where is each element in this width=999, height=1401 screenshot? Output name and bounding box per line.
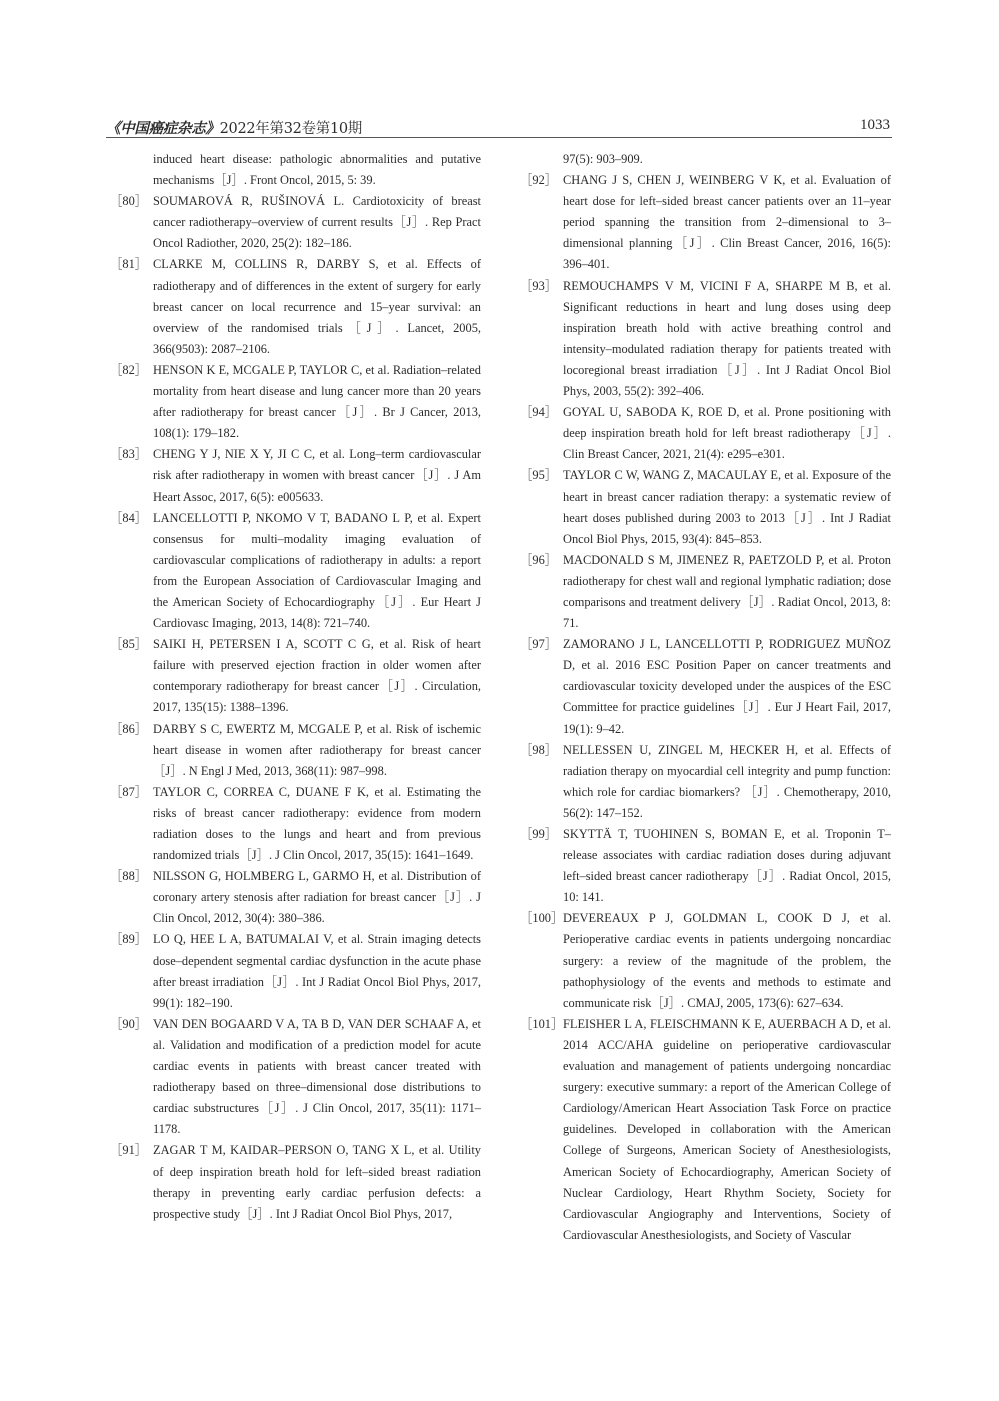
reference-text: TAYLOR C W, WANG Z, MACAULAY E, et al. Exposure of the heart in breast cancer radiation therapy: a systematic review of heart doses published during 2003 to 2013［J］. Int J Radiat Oncol Biol Phys, 2015, 93(4): 845–853. (563, 468, 891, 546)
reference-number: ［83］ (110, 447, 148, 462)
reference-item (110, 508, 481, 635)
journal-issue (106, 117, 362, 138)
reference-number: ［88］ (110, 869, 148, 884)
reference-number: ［93］ (520, 278, 558, 293)
reference-number: ［95］ (520, 468, 558, 483)
reference-item (520, 170, 891, 275)
reference-text: SKYTTÄ T, TUOHINEN S, BOMAN E, et al. Troponin T–release associates with cardiac radiation doses during adjuvant left–sided breast cancer radiotherapy［J］. Radiat Oncol, 2015, 10: 141. (563, 827, 891, 905)
reference-item (110, 1140, 481, 1224)
reference-list (110, 191, 481, 1225)
left-column (110, 149, 481, 1225)
reference-text: CHENG Y J, NIE X Y, JI C C, et al. Long–term cardiovascular risk after radiotherapy in women with breast cancer［J］. J Am Heart Assoc, 2017, 6(5): e005633. (153, 447, 481, 504)
issue-info: 2022年第32卷第10期 (219, 121, 363, 137)
reference-item (110, 444, 481, 507)
reference-item (110, 254, 481, 359)
reference-item (520, 740, 891, 824)
journal-name: 《中国癌症杂志》 (106, 120, 220, 137)
running-header (106, 117, 892, 138)
reference-item (520, 908, 891, 1013)
reference-text: NILSSON G, HOLMBERG L, GARMO H, et al. Distribution of coronary artery stenosis after radiation for breast cancer［J］. J Clin Oncol, 2012, 30(4): 380–386. (153, 869, 481, 926)
reference-text: SOUMAROVÁ R, RUŠINOVÁ L. Cardiotoxicity of breast cancer radiotherapy–overview of current results［J］. Rep Pract Oncol Radiother, 2020, 25(2): 182–186. (153, 194, 481, 251)
reference-number: ［94］ (520, 405, 558, 420)
reference-item (110, 929, 481, 1013)
reference-number: ［87］ (110, 784, 148, 799)
reference-text: GOYAL U, SABODA K, ROE D, et al. Prone positioning with deep inspiration breath hold for left breast radiotherapy［J］. Clin Breast Cancer, 2021, 21(4): e295–e301. (563, 405, 891, 462)
reference-item (520, 402, 891, 465)
reference-number: ［98］ (520, 742, 558, 757)
reference-item (520, 550, 891, 634)
reference-item (520, 465, 891, 549)
reference-number: ［92］ (520, 173, 558, 188)
reference-text: DARBY S C, EWERTZ M, MCGALE P, et al. Risk of ischemic heart disease in women after radiotherapy for breast cancer ［J］. N Engl J Med, 2013, 368(11): 987–998. (153, 721, 481, 778)
reference-number: ［81］ (110, 257, 148, 272)
reference-item (110, 191, 481, 254)
reference-text: VAN DEN BOGAARD V A, TA B D, VAN DER SCHAAF A, et al. Validation and modification of a prediction model for acute cardiac events in patients with breast cancer treated with radiotherapy based on three–dimensional dose distributions to cardiac substructures［J］. J Clin Oncol, 2017, 35(11): 1171–1178. (153, 1016, 481, 1137)
reference-text: CHANG J S, CHEN J, WEINBERG V K, et al. Evaluation of heart dose for left–sided breast cancer patients over an 11–year period spanning the transition from 2–dimensional to 3–dimensional planning［J］. Clin Breast Cancer, 2016, 16(5): 396–401. (563, 173, 891, 272)
reference-text: LANCELLOTTI P, NKOMO V T, BADANO L P, et al. Expert consensus for multi–modality imaging evaluation of cardiovascular complications of radiotherapy in adults: a report from the European Association of Cardiovascular Imaging and the American Society of Echocardiography［J］. Eur Heart J Cardiovasc Imaging, 2013, 14(8): 721–740. (153, 510, 481, 631)
reference-item (110, 1014, 481, 1141)
reference-text: TAYLOR C, CORREA C, DUANE F K, et al. Estimating the risks of breast cancer radiotherapy: evidence from modern radiation doses to the lungs and heart and from previous randomized trials［J］. J Clin Oncol, 2017, 35(15): 1641–1649. (153, 784, 481, 863)
reference-number: ［101］ (520, 1016, 564, 1031)
page-number: 1033 (860, 117, 890, 133)
reference-text: SAIKI H, PETERSEN I A, SCOTT C G, et al. Risk of heart failure with preserved ejection fraction in older women after contemporary radiotherapy for breast cancer［J］. Circulation, 2017, 135(15): 1388–1396. (153, 637, 481, 715)
reference-item (110, 634, 481, 718)
reference-continuation (110, 149, 481, 191)
reference-number: ［99］ (520, 827, 558, 841)
right-column (520, 149, 891, 1246)
reference-number: ［96］ (520, 552, 558, 567)
reference-text: FLEISHER L A, FLEISCHMANN K E, AUERBACH A D, et al. 2014 ACC/AHA guideline on perioperative cardiovascular evaluation and management of patients undergoing noncardiac surgery: executive summary: a report of the American College of Cardiology/American Heart Association Task Force on practice guidelines. Developed in collaboration with the American College of Surgeons, American Society of Anesthesiologists, American Society of Echocardiography, American Society of Nuclear Cardiology, Heart Rhythm Society, Society for Cardiovascular Angiography and Interventions, Society of Cardiovascular Anesthesiologists, and Society of Vascular (563, 1016, 891, 1242)
reference-text: 97(5): 903–909. (563, 152, 643, 166)
reference-item (110, 782, 481, 866)
reference-item (520, 824, 891, 908)
reference-text: REMOUCHAMPS V M, VICINI F A, SHARPE M B, et al. Significant reductions in heart and lung doses using deep inspiration breath hold with active breathing control and intensity–modulated radiation therapy for patients treated with locoregional breast irradiation［J］. Int J Radiat Oncol Biol Phys, 2003, 55(2): 392–406. (563, 278, 891, 399)
reference-number: ［80］ (110, 194, 148, 209)
reference-text: HENSON K E, MCGALE P, TAYLOR C, et al. Radiation–related mortality from heart disease and lung cancer more than 20 years after radiotherapy for breast cancer［J］. Br J Cancer, 2013, 108(1): 179–182. (153, 362, 481, 441)
reference-item (110, 360, 481, 444)
reference-number: ［89］ (110, 932, 148, 947)
reference-number: ［90］ (110, 1016, 148, 1031)
reference-item (520, 276, 891, 403)
reference-text: MACDONALD S M, JIMENEZ R, PAETZOLD P, et al. Proton radiotherapy for chest wall and regional lymphatic radiation; dose comparisons and treatment delivery［J］. Radiat Oncol, 2013, 8: 71. (563, 552, 891, 631)
reference-item (520, 1014, 891, 1246)
reference-text: NELLESSEN U, ZINGEL M, HECKER H, et al. Effects of radiation therapy on myocardial cell integrity and pump function: which role for cardiac biomarkers? ［J］. Chemotherapy, 2010, 56(2): 147–152. (563, 742, 891, 820)
reference-text: ZAGAR T M, KAIDAR–PERSON O, TANG X L, et al. Utility of deep inspiration breath hold for left–sided breast radiation therapy in preventing early cardiac perfusion defects: a prospective study［J］. Int J Radiat Oncol Biol Phys, 2017, (153, 1143, 481, 1221)
reference-item (110, 719, 481, 782)
reference-number: ［97］ (520, 637, 558, 652)
reference-number: ［82］ (110, 362, 148, 377)
reference-text: CLARKE M, COLLINS R, DARBY S, et al. Effects of radiotherapy and of differences in the extent of surgery for early breast cancer on local recurrence and 15–year survival: an overview of the randomised trials［J］. Lancet, 2005, 366(9503): 2087–2106. (153, 257, 481, 356)
reference-number: ［100］ (520, 911, 564, 926)
reference-number: ［91］ (110, 1143, 148, 1158)
reference-text: DEVEREAUX P J, GOLDMAN L, COOK D J, et al. Perioperative cardiac events in patients undergoing noncardiac surgery: a review of the magnitude of the problem, the pathophysiology of the events and methods to estimate and communicate risk［J］. CMAJ, 2005, 173(6): 627–634. (563, 911, 891, 1010)
reference-text: ZAMORANO J L, LANCELLOTTI P, RODRIGUEZ MUÑOZ D, et al. 2016 ESC Position Paper on cancer treatments and cardiovascular toxicity developed under the auspices of the ESC Committee for practice guidelines［J］. Eur J Heart Fail, 2017, 19(1): 9–42. (563, 637, 891, 736)
reference-text: LO Q, HEE L A, BATUMALAI V, et al. Strain imaging detects dose–dependent segmental cardiac dysfunction in the acute phase after breast irradiation［J］. Int J Radiat Oncol Biol Phys, 2017, 99(1): 182–190. (153, 932, 481, 1010)
reference-number: ［85］ (110, 637, 148, 652)
reference-continuation (520, 149, 891, 170)
reference-text: induced heart disease: pathologic abnormalities and putative mechanisms［J］. Front Oncol, 2015, 5: 39. (153, 152, 481, 188)
reference-item (110, 866, 481, 929)
reference-item (520, 634, 891, 739)
reference-number: ［86］ (110, 721, 148, 736)
reference-number: ［84］ (110, 510, 148, 525)
reference-list (520, 170, 891, 1246)
